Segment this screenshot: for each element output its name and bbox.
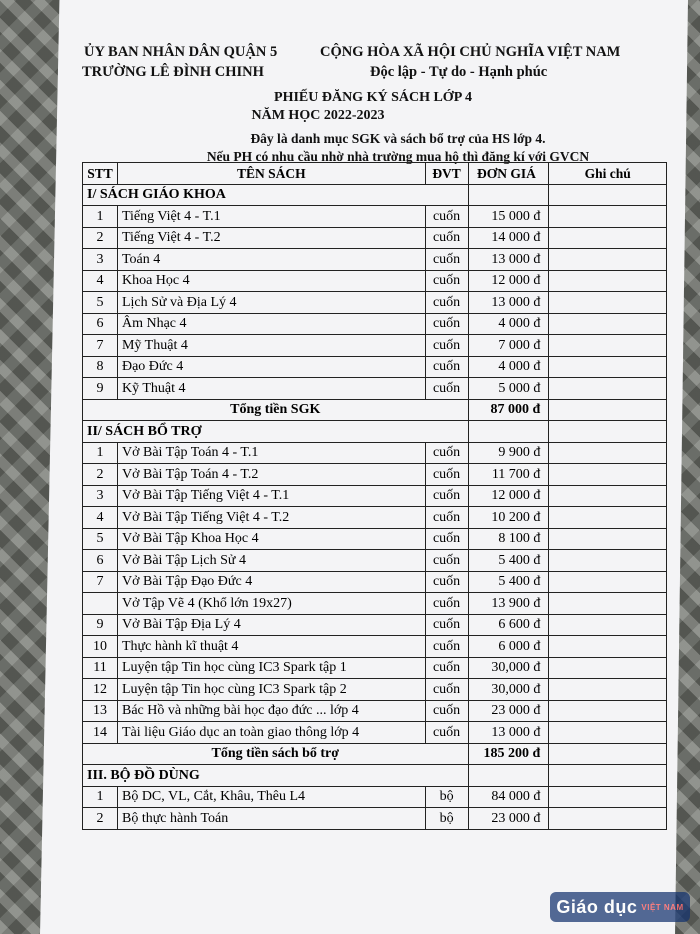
table-row (83, 700, 667, 722)
row-unit: cuốn (425, 700, 468, 722)
row-price: 30,000 đ (468, 679, 549, 701)
row-stt: 6 (83, 313, 118, 335)
table-row (83, 378, 667, 400)
row-price: 6 000 đ (468, 636, 549, 658)
row-note (549, 485, 667, 507)
section-note-empty (549, 765, 667, 787)
row-unit: cuốn (425, 313, 468, 335)
row-stt: 1 (83, 206, 118, 228)
row-name: Vở Tập Vẽ 4 (Khổ lớn 19x27) (117, 593, 425, 615)
row-stt: 4 (83, 507, 118, 529)
row-unit: cuốn (425, 292, 468, 314)
row-name: Khoa Học 4 (117, 270, 425, 292)
row-unit: cuốn (425, 636, 468, 658)
row-name: Vở Bài Tập Toán 4 - T.2 (117, 464, 425, 486)
section-price-empty (468, 421, 549, 443)
row-name: Tiếng Việt 4 - T.2 (117, 227, 425, 249)
row-name: Đạo Đức 4 (117, 356, 425, 378)
row-note (549, 313, 667, 335)
row-note (549, 808, 667, 830)
row-unit: cuốn (425, 249, 468, 271)
row-price: 4 000 đ (468, 356, 549, 378)
row-unit: cuốn (425, 593, 468, 615)
table-body (83, 184, 667, 829)
row-note (549, 270, 667, 292)
table-row (83, 249, 667, 271)
table-row (83, 335, 667, 357)
total-label: Tổng tiền SGK (83, 399, 469, 421)
row-name: Bộ thực hành Toán (117, 808, 425, 830)
watermark-sub: VIỆT NAM (641, 902, 684, 912)
row-unit: cuốn (425, 722, 468, 744)
section-title-row (83, 765, 667, 787)
row-stt: 1 (83, 442, 118, 464)
table-row (83, 679, 667, 701)
row-stt: 9 (83, 614, 118, 636)
row-stt: 7 (83, 335, 118, 357)
row-name: Luyện tập Tin học cùng IC3 Spark tập 2 (117, 679, 425, 701)
table-row (83, 270, 667, 292)
row-note (549, 550, 667, 572)
row-stt: 11 (83, 657, 118, 679)
table-row (83, 593, 667, 615)
row-name: Vở Bài Tập Khoa Học 4 (117, 528, 425, 550)
row-unit: cuốn (425, 571, 468, 593)
row-unit: cuốn (425, 507, 468, 529)
table-row (83, 571, 667, 593)
section-note-empty (549, 421, 667, 443)
table-row (83, 206, 667, 228)
row-stt: 9 (83, 378, 118, 400)
total-label: Tổng tiền sách bổ trợ (83, 743, 469, 765)
section-title-row (83, 184, 667, 206)
document (58, 40, 658, 166)
row-note (549, 249, 667, 271)
header-stt: STT (83, 163, 118, 185)
row-name: Vở Bài Tập Lịch Sử 4 (117, 550, 425, 572)
row-stt: 3 (83, 249, 118, 271)
total-value: 87 000 đ (468, 399, 549, 421)
row-note (549, 356, 667, 378)
row-note (549, 571, 667, 593)
row-price: 7 000 đ (468, 335, 549, 357)
table-row (83, 550, 667, 572)
row-note (549, 528, 667, 550)
row-note (549, 442, 667, 464)
table-row (83, 356, 667, 378)
row-note (549, 206, 667, 228)
row-note (549, 657, 667, 679)
row-price: 13 000 đ (468, 292, 549, 314)
row-unit: cuốn (425, 378, 468, 400)
row-name: Vở Bài Tập Tiếng Việt 4 - T.1 (117, 485, 425, 507)
row-note (549, 593, 667, 615)
row-note (549, 786, 667, 808)
row-price: 12 000 đ (468, 270, 549, 292)
table-row (83, 313, 667, 335)
row-unit: cuốn (425, 485, 468, 507)
row-note (549, 679, 667, 701)
row-note (549, 722, 667, 744)
table-header-row (83, 163, 667, 185)
row-unit: cuốn (425, 657, 468, 679)
row-name: Kỹ Thuật 4 (117, 378, 425, 400)
row-price: 30,000 đ (468, 657, 549, 679)
table-row (83, 636, 667, 658)
section-title-row (83, 421, 667, 443)
total-note-empty (549, 743, 667, 765)
book-table (82, 162, 667, 830)
section-note-empty (549, 184, 667, 206)
row-price: 5 400 đ (468, 550, 549, 572)
row-stt: 13 (83, 700, 118, 722)
table-row (83, 292, 667, 314)
row-stt: 2 (83, 808, 118, 830)
row-stt: 5 (83, 528, 118, 550)
row-stt: 12 (83, 679, 118, 701)
table-row (83, 808, 667, 830)
row-name: Tài liệu Giáo dục an toàn giao thông lớp 4 (117, 722, 425, 744)
row-price: 5 400 đ (468, 571, 549, 593)
header-note: Ghi chú (549, 163, 667, 185)
row-unit: cuốn (425, 356, 468, 378)
row-name: Vở Bài Tập Tiếng Việt 4 - T.2 (117, 507, 425, 529)
table-row (83, 464, 667, 486)
row-name: Vở Bài Tập Toán 4 - T.1 (117, 442, 425, 464)
row-name: Mỹ Thuật 4 (117, 335, 425, 357)
watermark-logo (550, 892, 690, 922)
national-motto: Độc lập - Tự do - Hạnh phúc (370, 64, 548, 80)
row-price: 13 000 đ (468, 722, 549, 744)
header-name: TÊN SÁCH (117, 163, 425, 185)
row-stt: 2 (83, 464, 118, 486)
row-unit: cuốn (425, 442, 468, 464)
row-stt: 4 (83, 270, 118, 292)
row-stt: 14 (83, 722, 118, 744)
total-value: 185 200 đ (468, 743, 549, 765)
school-name: TRƯỜNG LÊ ĐÌNH CHINH (82, 64, 264, 80)
watermark-text: Giáo dục (556, 896, 638, 917)
table-row (83, 614, 667, 636)
row-name: Vở Bài Tập Đạo Đức 4 (117, 571, 425, 593)
row-note (549, 378, 667, 400)
section-title: II/ SÁCH BỔ TRỢ (83, 421, 469, 443)
note-line1: Đây là danh mục SGK và sách bổ trợ của HS lớp 4. (250, 131, 546, 146)
row-price: 10 200 đ (468, 507, 549, 529)
row-price: 4 000 đ (468, 313, 549, 335)
row-unit: bộ (425, 786, 468, 808)
row-price: 84 000 đ (468, 786, 549, 808)
table-row (83, 657, 667, 679)
row-note (549, 700, 667, 722)
row-price: 23 000 đ (468, 808, 549, 830)
row-stt: 8 (83, 356, 118, 378)
row-price: 9 900 đ (468, 442, 549, 464)
section-price-empty (468, 765, 549, 787)
row-stt: 2 (83, 227, 118, 249)
row-unit: cuốn (425, 206, 468, 228)
row-price: 23 000 đ (468, 700, 549, 722)
row-stt: 7 (83, 571, 118, 593)
authority-name: ỦY BAN NHÂN DÂN QUẬN 5 (84, 44, 278, 60)
row-name: Bác Hồ và những bài học đạo đức ... lớp 4 (117, 700, 425, 722)
row-price: 6 600 đ (468, 614, 549, 636)
header-price: ĐƠN GIÁ (468, 163, 549, 185)
table-row (83, 227, 667, 249)
row-price: 13 000 đ (468, 249, 549, 271)
row-unit: cuốn (425, 270, 468, 292)
row-stt (83, 593, 118, 615)
row-price: 14 000 đ (468, 227, 549, 249)
total-row (83, 399, 667, 421)
row-name: Toán 4 (117, 249, 425, 271)
row-unit: cuốn (425, 227, 468, 249)
section-title: III. BỘ ĐỒ DÙNG (83, 765, 469, 787)
row-stt: 3 (83, 485, 118, 507)
row-note (549, 614, 667, 636)
row-price: 8 100 đ (468, 528, 549, 550)
row-stt: 5 (83, 292, 118, 314)
table-row (83, 722, 667, 744)
row-stt: 1 (83, 786, 118, 808)
row-note (549, 507, 667, 529)
row-name: Âm Nhạc 4 (117, 313, 425, 335)
row-unit: cuốn (425, 528, 468, 550)
row-unit: cuốn (425, 335, 468, 357)
title-line2: NĂM HỌC 2022-2023 (251, 108, 385, 123)
row-unit: cuốn (425, 464, 468, 486)
document-header (58, 40, 658, 88)
row-price: 11 700 đ (468, 464, 549, 486)
row-unit: cuốn (425, 679, 468, 701)
row-name: Thực hành kĩ thuật 4 (117, 636, 425, 658)
row-unit: cuốn (425, 550, 468, 572)
row-name: Bộ DC, VL, Cắt, Khâu, Thêu L4 (117, 786, 425, 808)
row-note (549, 227, 667, 249)
table-row (83, 507, 667, 529)
row-note (549, 636, 667, 658)
title-line1: PHIẾU ĐĂNG KÝ SÁCH LỚP 4 (274, 90, 472, 105)
row-price: 5 000 đ (468, 378, 549, 400)
note-line2: Nếu PH có nhu cầu nhờ nhà trường mua hộ thì đăng kí với GVCN (206, 149, 590, 164)
table-row (83, 528, 667, 550)
row-unit: cuốn (425, 614, 468, 636)
total-row (83, 743, 667, 765)
header-unit: ĐVT (425, 163, 468, 185)
row-price: 13 900 đ (468, 593, 549, 615)
document-title (88, 90, 658, 124)
row-stt: 6 (83, 550, 118, 572)
row-name: Luyện tập Tin học cùng IC3 Spark tập 1 (117, 657, 425, 679)
row-note (549, 464, 667, 486)
section-price-empty (468, 184, 549, 206)
row-price: 12 000 đ (468, 485, 549, 507)
row-note (549, 335, 667, 357)
row-price: 15 000 đ (468, 206, 549, 228)
table-row (83, 786, 667, 808)
national-title: CỘNG HÒA XÃ HỘI CHỦ NGHĨA VIỆT NAM (320, 44, 621, 60)
section-title: I/ SÁCH GIÁO KHOA (83, 184, 469, 206)
table-row (83, 442, 667, 464)
table-row (83, 485, 667, 507)
row-name: Lịch Sử và Địa Lý 4 (117, 292, 425, 314)
row-stt: 10 (83, 636, 118, 658)
row-name: Vở Bài Tập Địa Lý 4 (117, 614, 425, 636)
row-unit: bộ (425, 808, 468, 830)
row-note (549, 292, 667, 314)
row-name: Tiếng Việt 4 - T.1 (117, 206, 425, 228)
total-note-empty (549, 399, 667, 421)
document-note (138, 130, 658, 166)
